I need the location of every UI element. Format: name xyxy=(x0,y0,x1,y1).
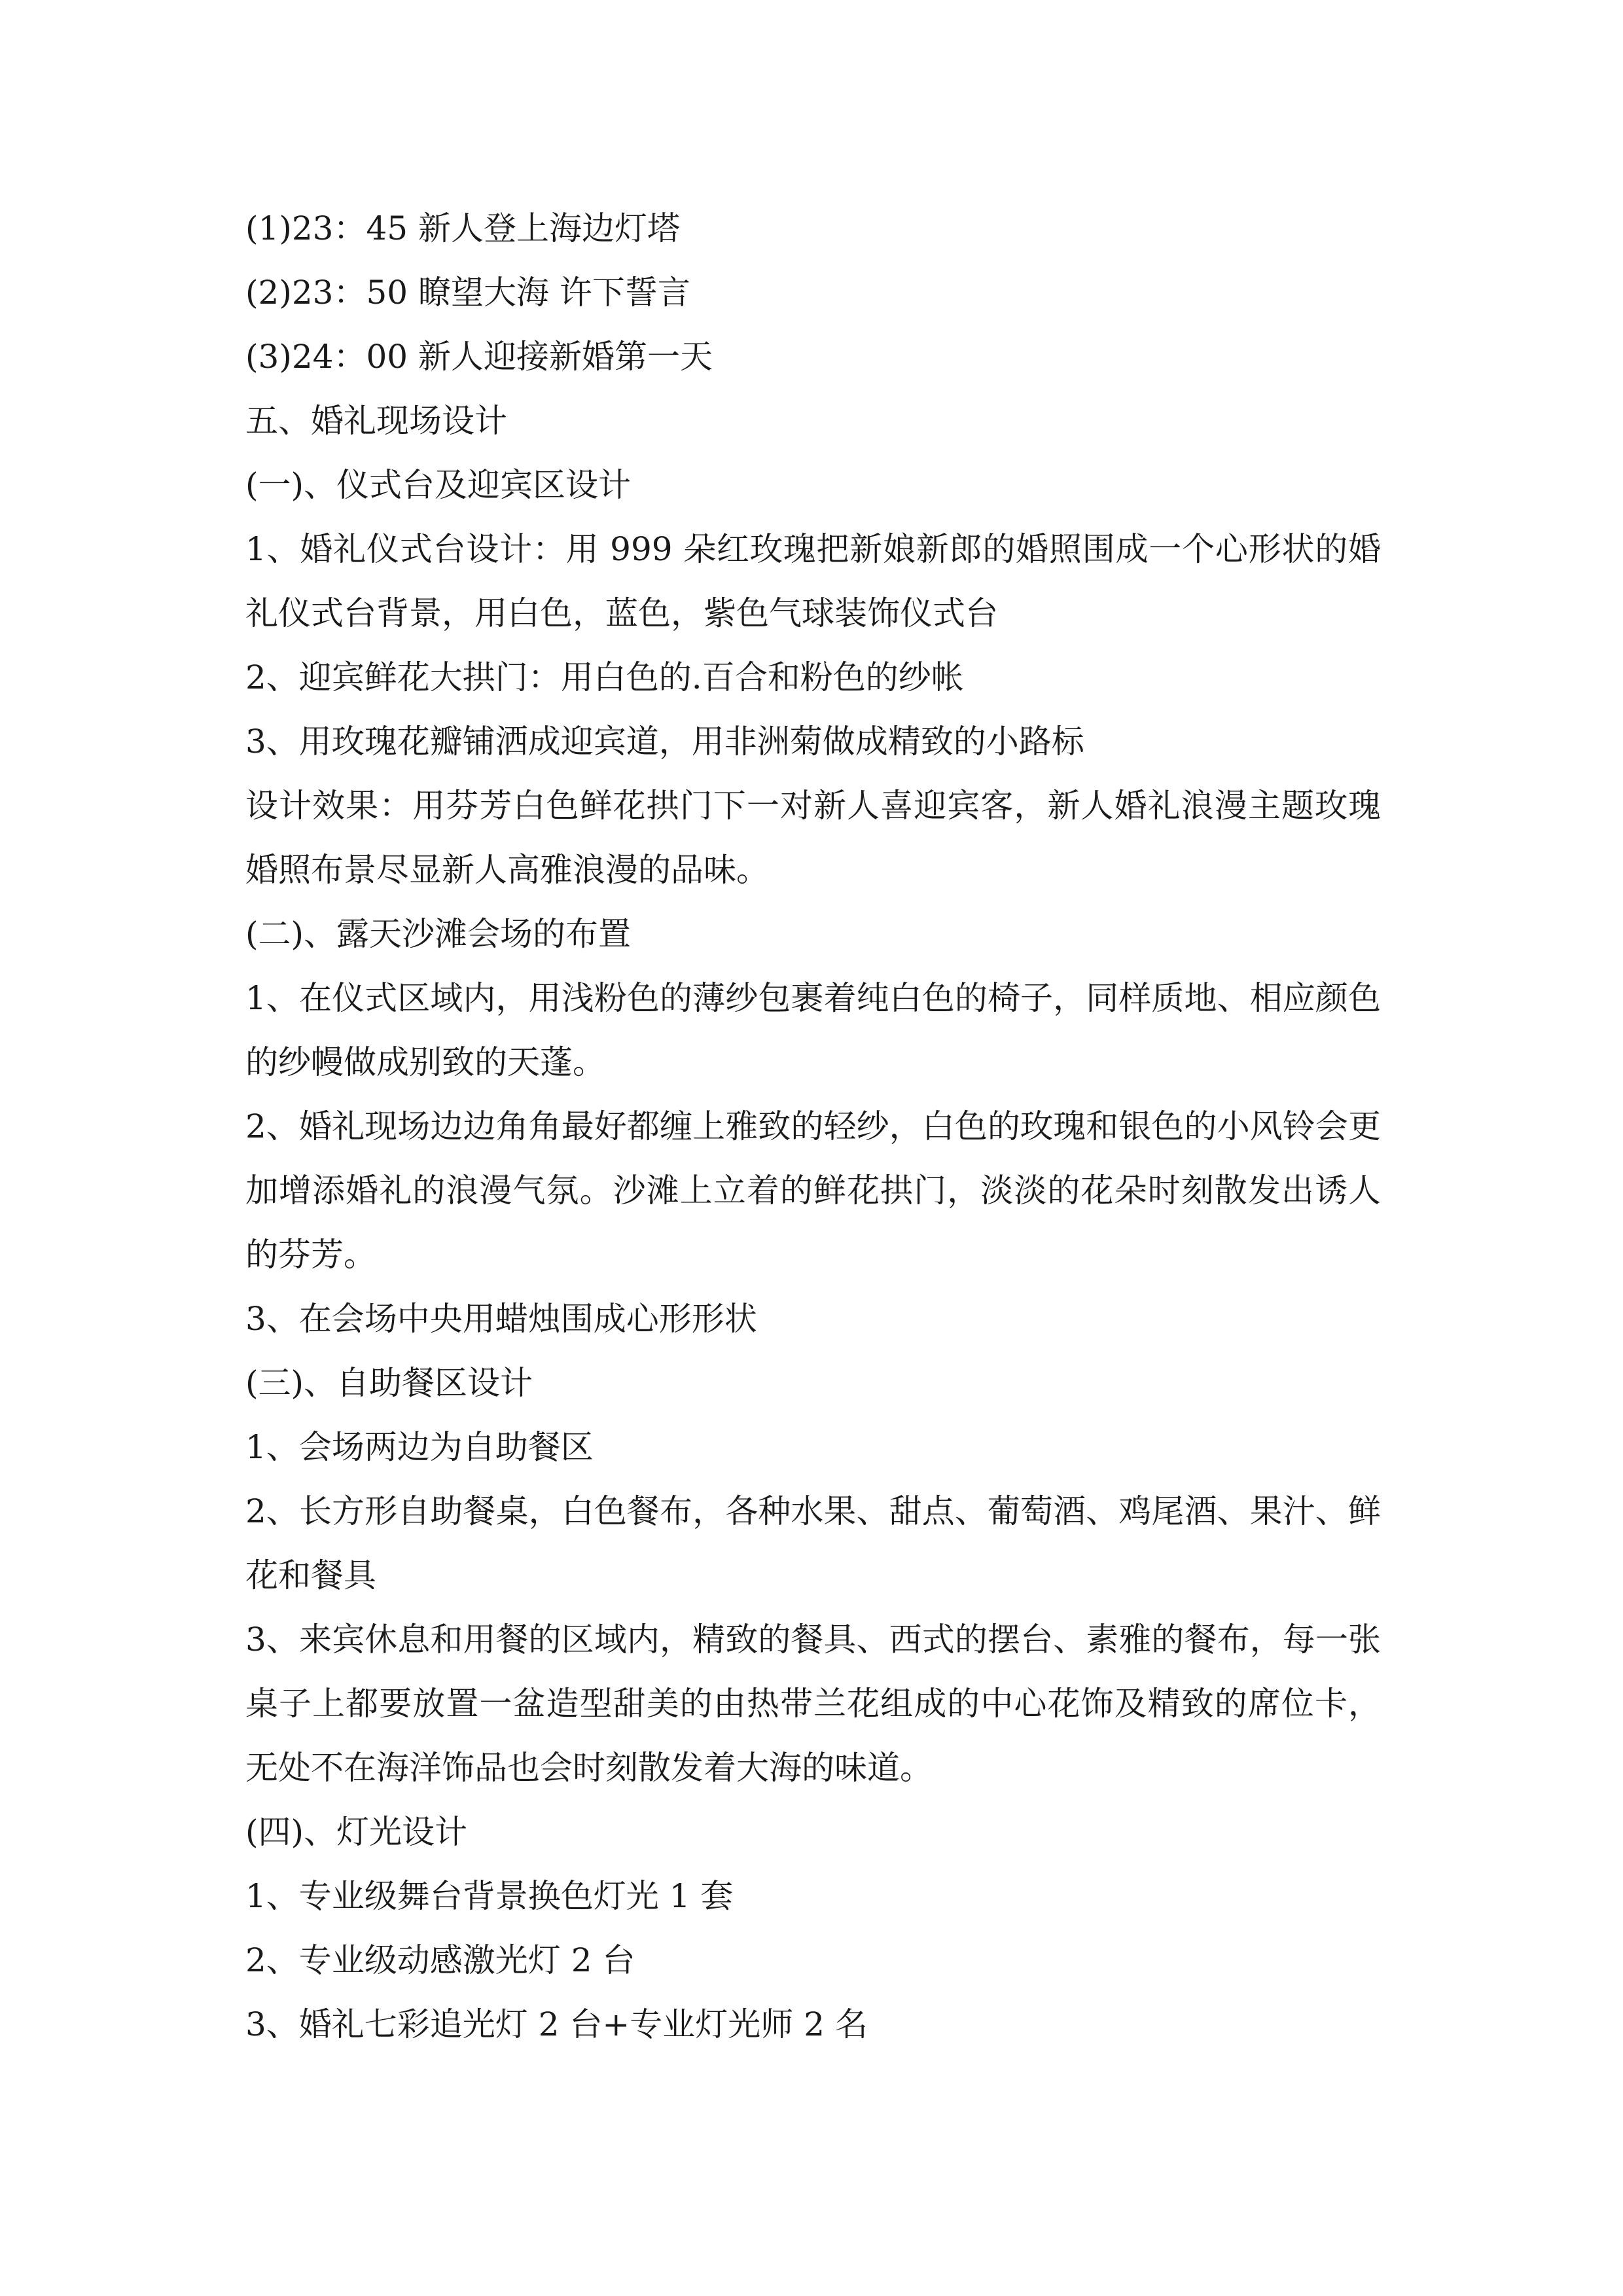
subsection-heading-1: (一)、仪式台及迎宾区设计 xyxy=(245,466,632,504)
schedule-item-1: (1)23：45 新人登上海边灯塔 xyxy=(245,209,680,247)
paragraph-buffet-table: 2、长方形自助餐桌，白色餐布，各种水果、甜点、葡萄酒、鸡尾酒、果汁、鲜花和餐具 xyxy=(245,1492,1381,1594)
document-body xyxy=(245,196,1381,2056)
paragraph-buffet-area: 1、会场两边为自助餐区 xyxy=(245,1428,594,1466)
paragraph-design-effect: 设计效果：用芬芳白色鲜花拱门下一对新人喜迎宾客，新人婚礼浪漫主题玫瑰婚照布景尽显新人高雅浪漫的品味。 xyxy=(245,787,1381,889)
paragraph-venue-decor: 2、婚礼现场边边角角最好都缠上雅致的轻纱，白色的玫瑰和银色的小风铃会更加增添婚礼的浪漫气氛。沙滩上立着的鲜花拱门，淡淡的花朵时刻散发出诱人的芬芳。 xyxy=(245,1107,1381,1274)
paragraph-welcome-arch: 2、迎宾鲜花大拱门：用白色的.百合和粉色的纱帐 xyxy=(245,658,964,696)
paragraph-dining-area: 3、来宾休息和用餐的区域内，精致的餐具、西式的摆台、素雅的餐布，每一张桌子上都要放置一盆造型甜美的由热带兰花组成的中心花饰及精致的席位卡，无处不在海洋饰品也会时刻散发着大海的味道。 xyxy=(245,1621,1381,1787)
subsection-heading-2: (二)、露天沙滩会场的布置 xyxy=(245,915,632,953)
paragraph-lighting-1: 1、专业级舞台背景换色灯光 1 套 xyxy=(245,1877,734,1915)
subsection-heading-3: (三)、自助餐区设计 xyxy=(245,1364,533,1402)
paragraph-chairs: 1、在仪式区域内，用浅粉色的薄纱包裹着纯白色的椅子，同样质地、相应颜色的纱幔做成别致的天蓬。 xyxy=(245,979,1381,1081)
paragraph-welcome-path: 3、用玫瑰花瓣铺洒成迎宾道，用非洲菊做成精致的小路标 xyxy=(245,723,1084,761)
schedule-item-2: (2)23：50 瞭望大海 许下誓言 xyxy=(245,274,690,312)
paragraph-lighting-3: 3、婚礼七彩追光灯 2 台+专业灯光师 2 名 xyxy=(245,2005,868,2043)
subsection-heading-4: (四)、灯光设计 xyxy=(245,1813,468,1851)
section-heading-5: 五、婚礼现场设计 xyxy=(245,402,507,440)
paragraph-candles: 3、在会场中央用蜡烛围成心形形状 xyxy=(245,1300,757,1338)
paragraph-ceremony-stage: 1、婚礼仪式台设计：用 999 朵红玫瑰把新娘新郎的婚照围成一个心形状的婚礼仪式台背景，用白色，蓝色，紫色气球装饰仪式台 xyxy=(245,530,1381,632)
schedule-item-3: (3)24：00 新人迎接新婚第一天 xyxy=(245,338,713,376)
paragraph-lighting-2: 2、专业级动感激光灯 2 台 xyxy=(245,1941,635,1979)
